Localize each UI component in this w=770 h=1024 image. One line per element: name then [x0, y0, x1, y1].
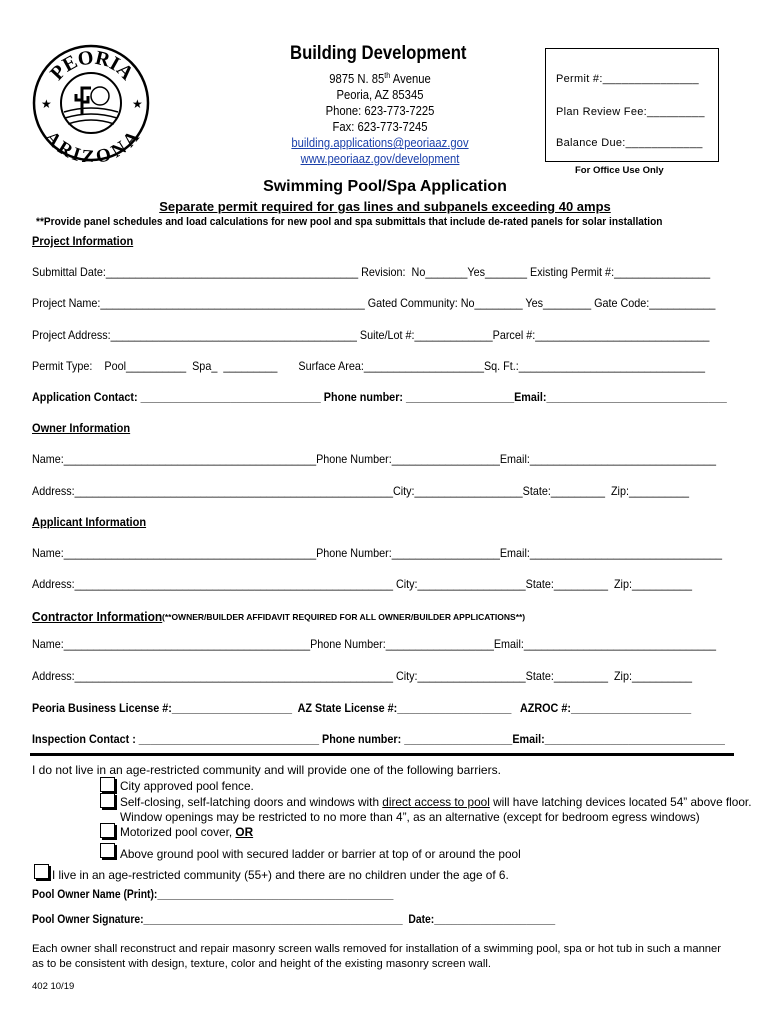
owner-name-row[interactable]: Name:__________________________________________Phone Number:__________________Email:_______________________________ [32, 452, 717, 466]
window-openings-text: Window openings may be restricted to no more than 4”, as an alternative (except for bedroom egress windows) [120, 810, 700, 824]
project-info-heading: Project Information [32, 234, 134, 248]
pool-fence-checkbox[interactable] [100, 777, 115, 792]
form-id: 402 10/19 [32, 981, 75, 992]
owner-address-row[interactable]: Address:_____________________________________________________City:__________________State:_________ Zip:__________ [32, 484, 690, 498]
self-latching-doors-label: Self-closing, self-latching doors and windows with direct access to pool will have latching devices located 54” above floor. [120, 795, 752, 809]
masonry-wall-statement: Each owner shall reconstruct and repair masonry screen walls removed for installation of a swimming pool, spa or hot tub in such a manner as to be consistent with design, texture, color and height of the existing masonry screen wall. [32, 943, 721, 970]
pool-cover-checkbox[interactable] [100, 823, 115, 838]
phone-text: Phone: 623-773-7225 [325, 104, 435, 119]
section-divider [30, 753, 734, 756]
office-use-note: For Office Use Only [575, 165, 664, 176]
website-link[interactable]: www.peoriaaz.gov/development [300, 152, 460, 167]
direct-access-text: direct access to pool [382, 795, 490, 809]
office-use-box [545, 48, 719, 162]
pool-cover-label: Motorized pool cover, OR [120, 825, 254, 839]
logo-top-text: PEORIA [46, 46, 138, 85]
email-link[interactable]: building.applications@peoriaaz.gov [291, 136, 469, 151]
licenses-row[interactable]: Peoria Business License #:____________________ AZ State License #:___________________ AZROC #:____________________ [32, 701, 692, 715]
department-title: Building Development [290, 43, 467, 64]
city-seal-logo [32, 44, 150, 162]
submittal-date-row[interactable]: Submittal Date:__________________________________________ Revision: No_______Yes_______ Existing Permit #:________________ [32, 265, 711, 279]
form-note: **Provide panel schedules and load calculations for new pool and spa submittals that include de-rated panels for solar installation [36, 216, 663, 228]
contractor-name-row[interactable]: Name:_________________________________________Phone Number:__________________Email:________________________________ [32, 637, 717, 651]
barrier-intro: I do not live in an age-restricted community and will provide one of the following barriers. [32, 763, 501, 777]
contractor-info-heading: Contractor Information [32, 609, 163, 624]
permit-number-field[interactable]: Permit #:_______________ [556, 73, 699, 85]
above-ground-label: Above ground pool with secured ladder or barrier at top of or around the pool [120, 847, 521, 861]
above-ground-checkbox[interactable] [100, 843, 115, 858]
self-latching-doors-checkbox[interactable] [100, 793, 115, 808]
age-restricted-label: I live in an age-restricted community (55+) and there are no children under the age of 6. [52, 868, 509, 882]
applicant-name-row[interactable]: Name:__________________________________________Phone Number:__________________Email:________________________________ [32, 546, 723, 560]
age-restricted-checkbox[interactable] [34, 864, 49, 879]
applicant-address-row[interactable]: Address:_____________________________________________________ City:__________________State:_________ Zip:__________ [32, 577, 693, 591]
fax-text: Fax: 623-773-7245 [332, 120, 428, 135]
address-line-1: 9875 N. 85th Avenue [329, 71, 431, 87]
owner-info-heading: Owner Information [32, 421, 131, 435]
application-contact-row[interactable]: Application Contact: ______________________________ Phone number: __________________Email:______________________________ [32, 390, 727, 404]
form-title: Swimming Pool/Spa Application [263, 178, 507, 195]
balance-due-field[interactable]: Balance Due:____________ [556, 137, 703, 149]
logo-bottom-text: ARIZONA [40, 127, 144, 162]
svg-text:★: ★ [132, 97, 143, 111]
form-subtitle: Separate permit required for gas lines and subpanels exceeding 40 amps [159, 199, 611, 214]
applicant-info-heading: Applicant Information [32, 515, 147, 529]
svg-text:★: ★ [41, 97, 52, 111]
project-name-row[interactable]: Project Name:____________________________________________ Gated Community: No________ Yes________ Gate Code:___________ [32, 296, 716, 310]
pool-owner-name-field[interactable]: Pool Owner Name (Print):_________________________________________ [32, 889, 394, 901]
or-text: OR [235, 825, 254, 839]
owner-builder-note: (**OWNER/BUILDER AFFIDAVIT REQUIRED FOR ALL OWNER/BUILDER APPLICATIONS**) [162, 612, 526, 622]
pool-owner-signature-field[interactable]: Pool Owner Signature:_____________________________________________ Date:_____________________ [32, 914, 556, 926]
plan-review-fee-field[interactable]: Plan Review Fee:_________ [556, 106, 705, 118]
project-address-row[interactable]: Project Address:_________________________________________ Suite/Lot #:_____________Parcel #:_____________________________ [32, 328, 710, 342]
pool-fence-label: City approved pool fence. [120, 779, 254, 793]
inspection-contact-row[interactable]: Inspection Contact : ______________________________ Phone number: __________________Email:______________________________ [32, 732, 725, 746]
permit-type-row[interactable]: Permit Type: Pool__________ Spa_ _________ Surface Area:____________________Sq. Ft.:_______________________________ [32, 359, 705, 373]
contractor-address-row[interactable]: Address:_____________________________________________________ City:__________________State:_________ Zip:__________ [32, 669, 693, 683]
department-address [290, 68, 470, 167]
address-line-2: Peoria, AZ 85345 [336, 88, 424, 103]
